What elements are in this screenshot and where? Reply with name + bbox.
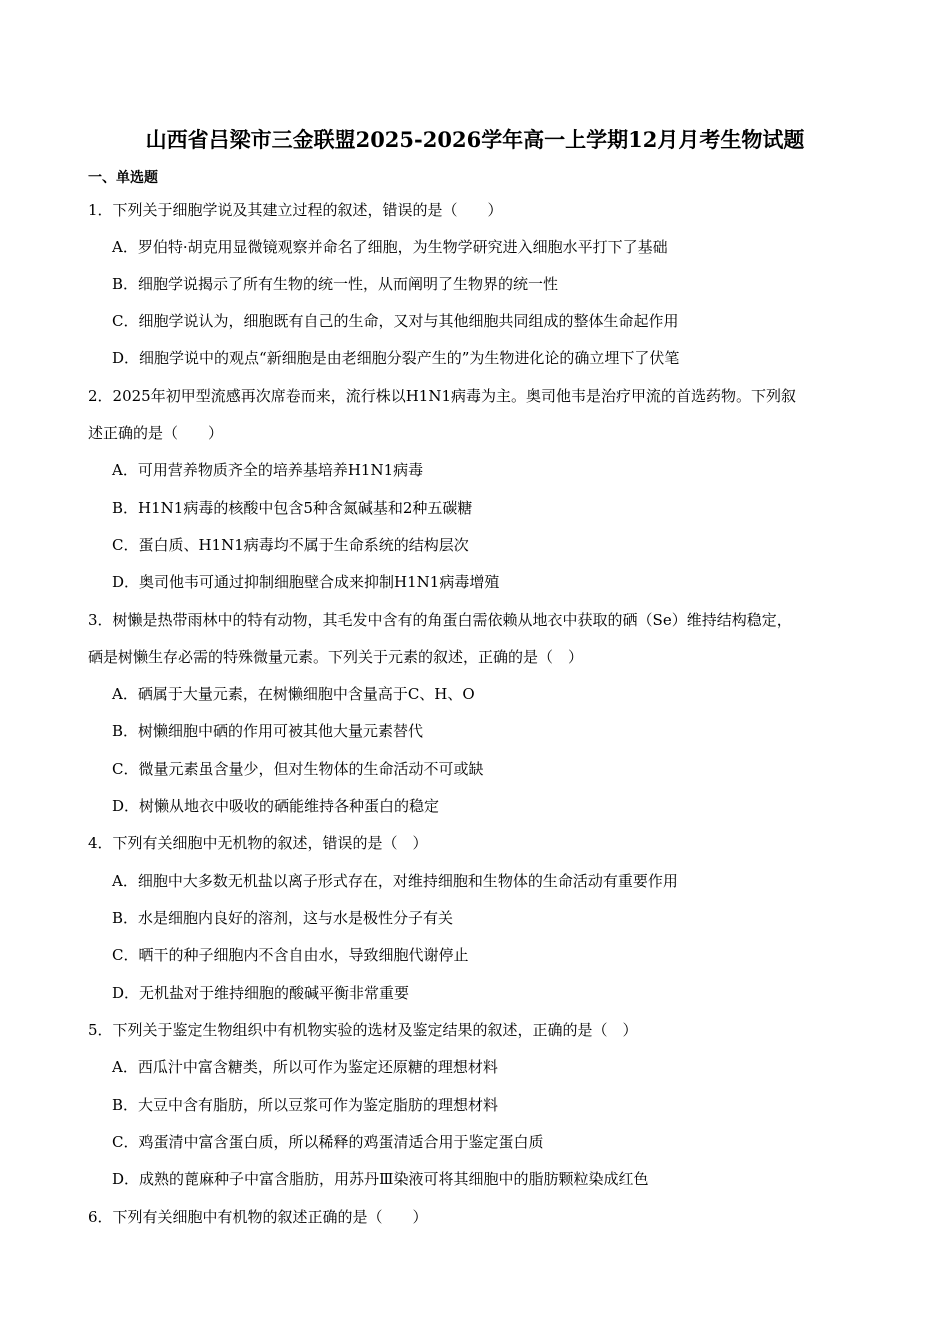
question-1-stem: 1．下列关于细胞学说及其建立过程的叙述，错误的是（ ） bbox=[88, 201, 503, 219]
question-3-option-b: B．树懒细胞中硒的作用可被其他大量元素替代 bbox=[112, 722, 424, 740]
question-3-option-d: D．树懒从地衣中吸收的硒能维持各种蛋白的稳定 bbox=[112, 797, 440, 815]
section-title: 一、单选题 bbox=[88, 170, 158, 186]
question-2-option-c: C．蛋白质、H1N1病毒均不属于生命系统的结构层次 bbox=[112, 536, 469, 554]
question-2-option-d: D．奥司他韦可通过抑制细胞壁合成来抑制H1N1病毒增殖 bbox=[112, 573, 500, 591]
question-4-stem: 4．下列有关细胞中无机物的叙述，错误的是（ ） bbox=[88, 834, 428, 852]
question-1-option-a: A．罗伯特·胡克用显微镜观察并命名了细胞，为生物学研究进入细胞水平打下了基础 bbox=[112, 238, 668, 256]
question-5-option-c: C．鸡蛋清中富含蛋白质，所以稀释的鸡蛋清适合用于鉴定蛋白质 bbox=[112, 1133, 544, 1151]
question-2-stem-line-2: 述正确的是（ ） bbox=[88, 424, 224, 442]
question-3-stem-line-2: 硒是树懒生存必需的特殊微量元素。下列关于元素的叙述，正确的是（ ） bbox=[88, 648, 584, 666]
question-4-option-c: C．晒干的种子细胞内不含自由水，导致细胞代谢停止 bbox=[112, 946, 469, 964]
question-5-stem: 5．下列关于鉴定生物组织中有机物实验的选材及鉴定结果的叙述，正确的是（ ） bbox=[88, 1021, 638, 1039]
question-4-option-b: B．水是细胞内良好的溶剂，这与水是极性分子有关 bbox=[112, 909, 454, 927]
question-3-option-c: C．微量元素虽含量少，但对生物体的生命活动不可或缺 bbox=[112, 760, 484, 778]
question-5-option-a: A．西瓜汁中富含糖类，所以可作为鉴定还原糖的理想材料 bbox=[112, 1058, 498, 1076]
question-1-option-b: B．细胞学说揭示了所有生物的统一性，从而阐明了生物界的统一性 bbox=[112, 275, 559, 293]
question-1-option-c: C．细胞学说认为，细胞既有自己的生命，又对与其他细胞共同组成的整体生命起作用 bbox=[112, 312, 679, 330]
question-6-stem: 6．下列有关细胞中有机物的叙述正确的是（ ） bbox=[88, 1208, 428, 1226]
question-5-option-d: D．成熟的蓖麻种子中富含脂肪，用苏丹Ⅲ染液可将其细胞中的脂肪颗粒染成红色 bbox=[112, 1170, 649, 1188]
question-3-option-a: A．硒属于大量元素，在树懒细胞中含量高于C、H、O bbox=[112, 685, 475, 703]
question-3-stem-line-1: 3．树懒是热带雨林中的特有动物，其毛发中含有的角蛋白需依赖从地衣中获取的硒（Se）维持结构稳定， bbox=[88, 611, 792, 629]
question-4-option-d: D．无机盐对于维持细胞的酸碱平衡非常重要 bbox=[112, 984, 410, 1002]
question-5-option-b: B．大豆中含有脂肪，所以豆浆可作为鉴定脂肪的理想材料 bbox=[112, 1096, 499, 1114]
page-title: 山西省吕梁市三金联盟2025-2026学年高一上学期12月月考生物试题 bbox=[145, 127, 805, 152]
question-2-option-b: B．H1N1病毒的核酸中包含5种含氮碱基和2种五碳糖 bbox=[112, 499, 473, 517]
question-1-option-d: D．细胞学说中的观点“新细胞是由老细胞分裂产生的”为生物进化论的确立埋下了伏笔 bbox=[112, 349, 680, 367]
question-2-stem-line-1: 2．2025年初甲型流感再次席卷而来，流行株以H1N1病毒为主。奥司他韦是治疗甲流的首选药物。下列叙 bbox=[88, 387, 797, 405]
question-2-option-a: A．可用营养物质齐全的培养基培养H1N1病毒 bbox=[112, 461, 424, 479]
question-4-option-a: A．细胞中大多数无机盐以离子形式存在，对维持细胞和生物体的生命活动有重要作用 bbox=[112, 872, 678, 890]
